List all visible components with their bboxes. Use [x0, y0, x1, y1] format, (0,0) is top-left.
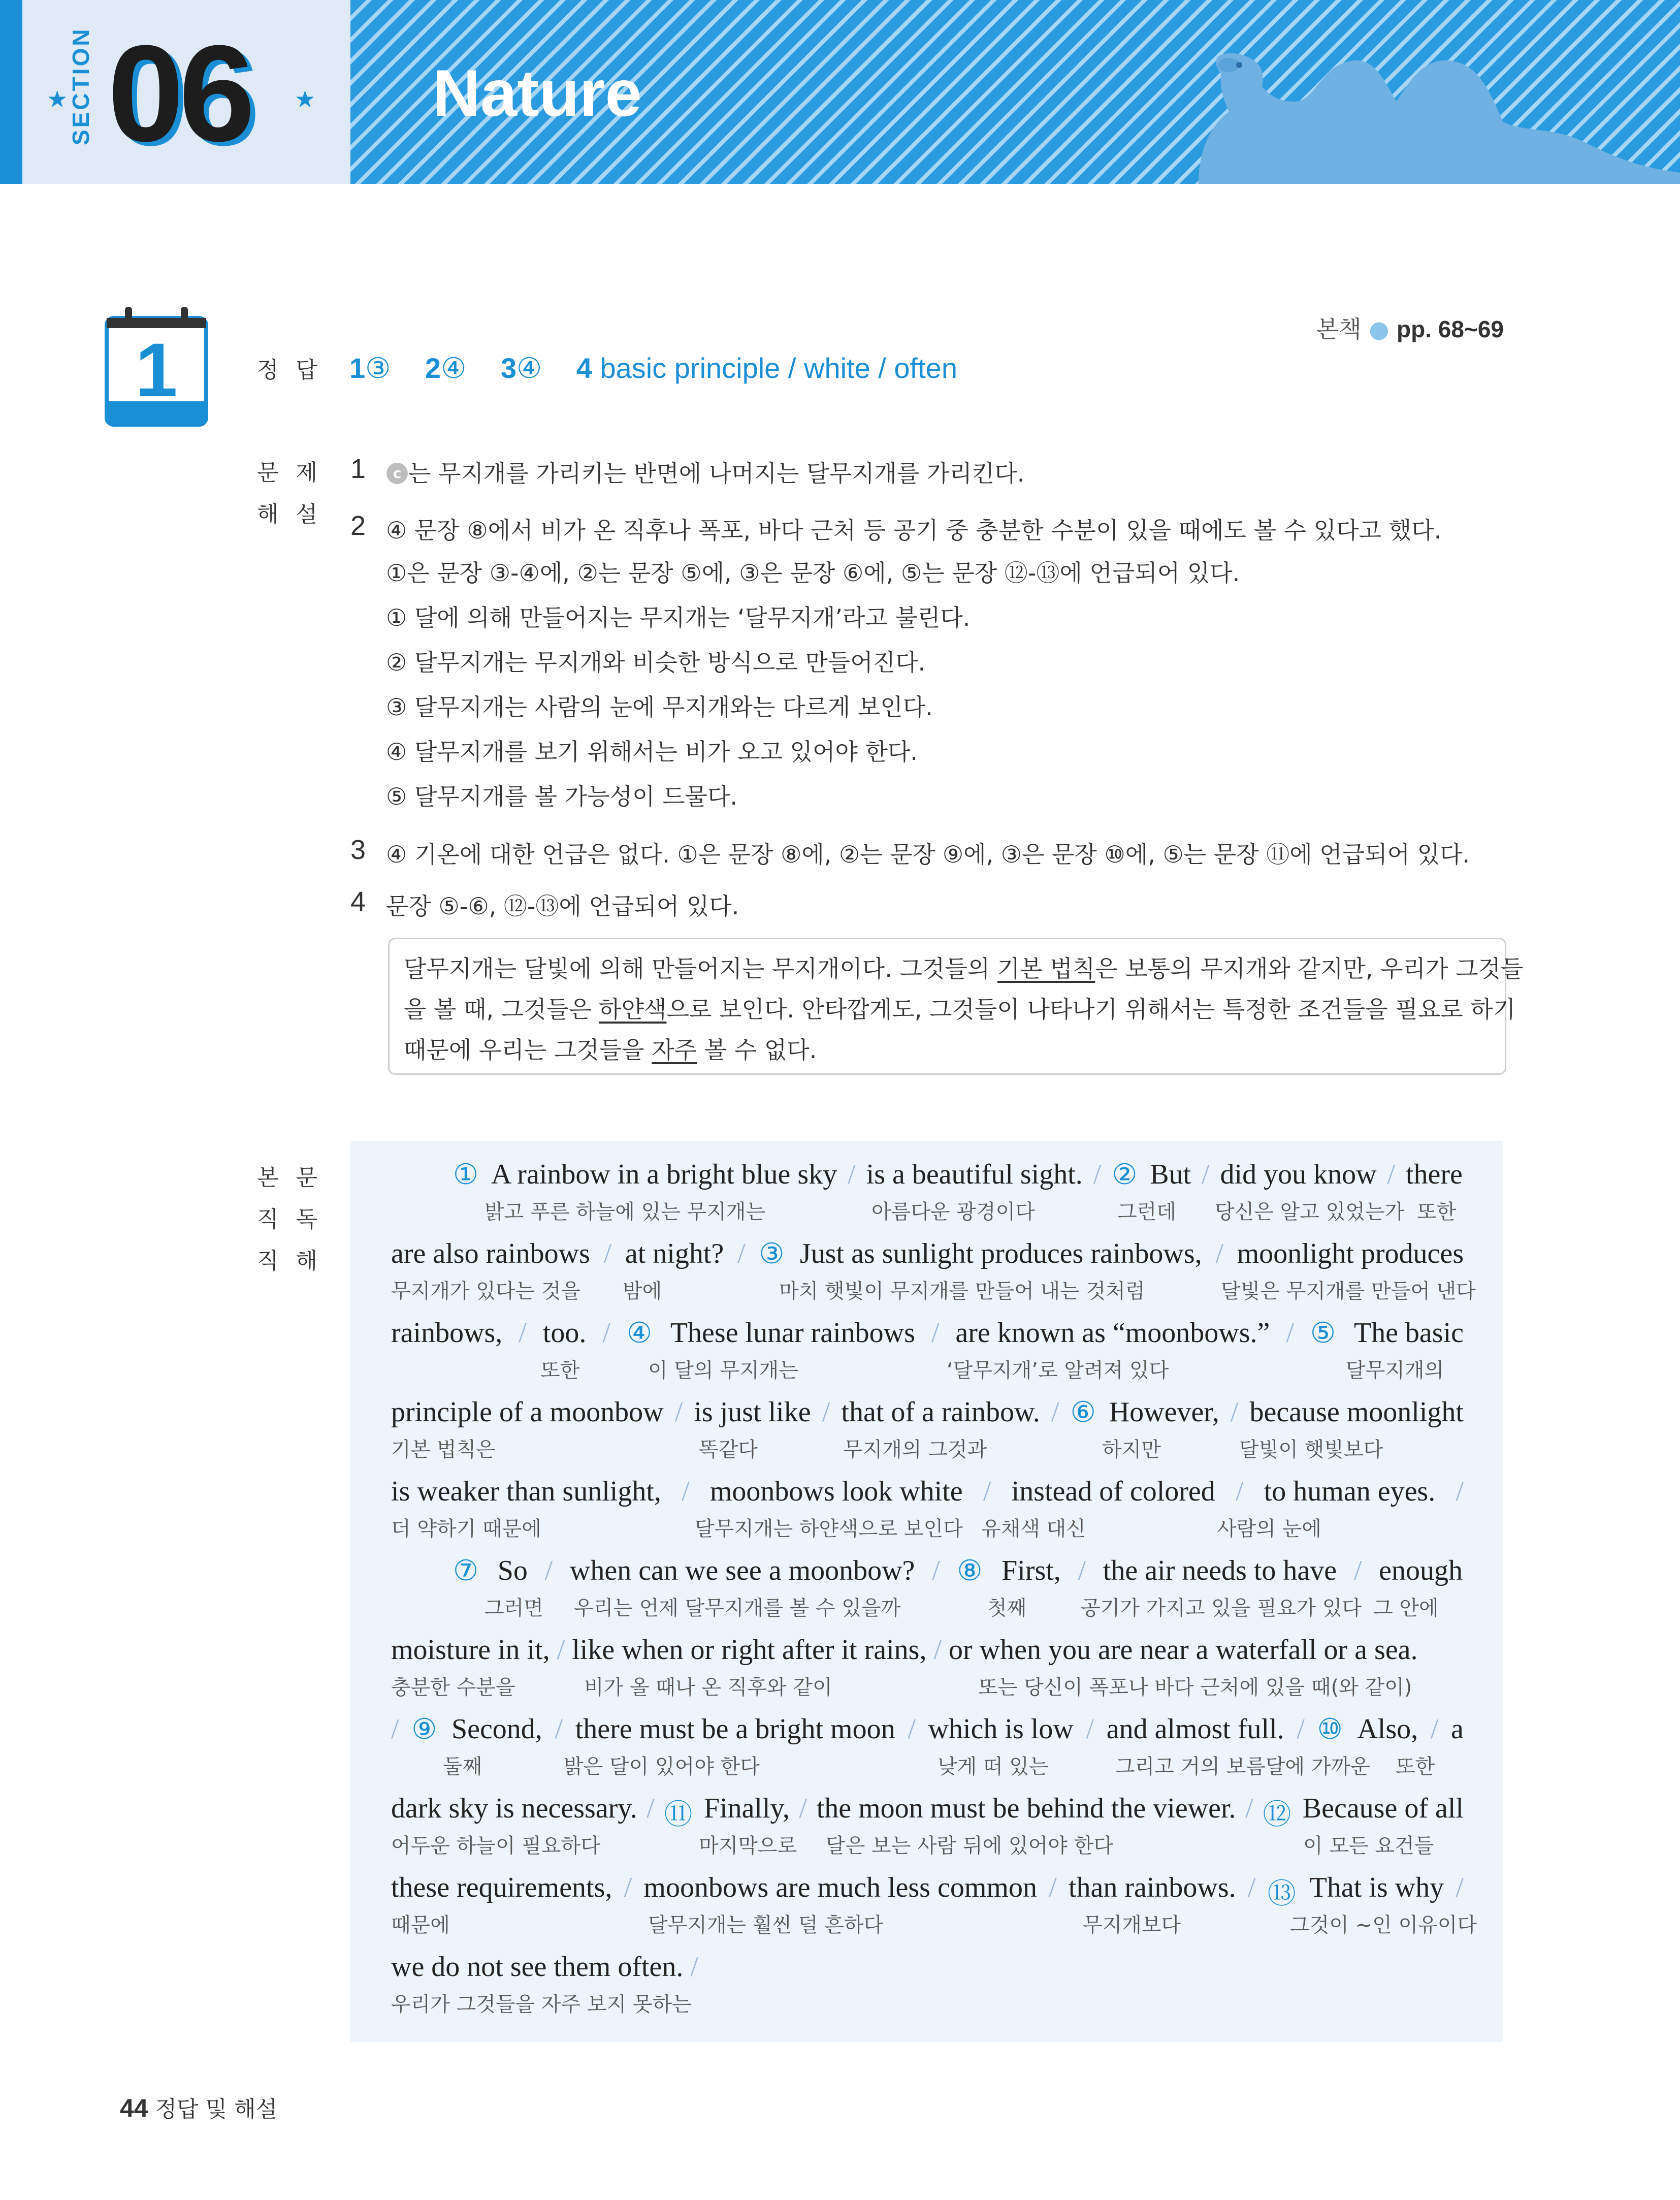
sentence-number: ⑧ [957, 1554, 992, 1587]
korean-gloss: 더 약하기 때문에 [391, 1517, 541, 1541]
english-chunk: because moonlight [1249, 1396, 1464, 1428]
english-line [453, 1158, 1463, 1191]
english-line [453, 1554, 1463, 1587]
korean-gloss: 어두운 하늘이 필요하다 [391, 1834, 600, 1858]
sentence-number: ① [453, 1158, 488, 1191]
korean-gloss: 그러면 [484, 1597, 543, 1620]
english-line [391, 1871, 1464, 1912]
korean-gloss: 달은 보는 사람 뒤에 있어야 한다 [826, 1834, 1113, 1858]
english-chunk: Finally, [703, 1793, 797, 1824]
chunk-slash: / [544, 1555, 560, 1586]
sentence-number: ② [1112, 1158, 1147, 1191]
chunk-slash: / [848, 1159, 863, 1190]
chunk-slash: / [1245, 1793, 1261, 1824]
english-chunk: and almost full. [1106, 1713, 1291, 1745]
explanation-label: 문제해설 [257, 460, 335, 527]
english-chunk: the air needs to have [1103, 1555, 1344, 1586]
english-chunk: there [1405, 1159, 1463, 1190]
korean-gloss: 달무지개의 [1346, 1359, 1444, 1382]
korean-gloss: 때문에 [391, 1914, 450, 1937]
english-chunk: The basic [1353, 1317, 1464, 1349]
explanation-text: 문장 ⑤-⑥, ⑫-⑬에 언급되어 있다. [386, 892, 739, 920]
section-number: 06 [108, 17, 250, 170]
answer-item: 1③ [349, 352, 391, 384]
korean-gloss: 달무지개는 하얀색으로 보인다 [695, 1517, 963, 1541]
explanation-text: ② 달무지개는 무지개와 비슷한 방식으로 만들어진다. [386, 649, 926, 676]
chunk-slash: / [737, 1238, 753, 1269]
answer-list [349, 352, 984, 385]
reading-label: 본문직독직해 [257, 1165, 335, 1274]
chunk-slash: / [1430, 1713, 1446, 1745]
chunk-slash: / [690, 1951, 698, 1983]
summary-line: 달무지개는 달빛에 의해 만들어지는 무지개이다. 그것들의 기본 법칙은 보통의 무지개와 같지만, 우리가 그것들 [404, 955, 1524, 982]
english-line [391, 1713, 1464, 1746]
korean-gloss: 마치 햇빛이 무지개를 만들어 내는 것처럼 [779, 1280, 1145, 1303]
english-chunk: to human eyes. [1264, 1476, 1443, 1507]
question-number: 3 [350, 835, 366, 865]
page-number: 44 [120, 2094, 148, 2122]
korean-gloss: 또한 [540, 1359, 580, 1382]
chunk-slash: / [1049, 1872, 1064, 1903]
sentence-number: ⑩ [1317, 1713, 1352, 1746]
english-chunk: did you know [1220, 1159, 1384, 1190]
chunk-slash: / [1202, 1159, 1217, 1190]
sentence-number: ⑤ [1310, 1317, 1345, 1350]
english-chunk: These lunar rainbows [670, 1317, 922, 1349]
korean-gloss: 비가 올 때나 온 직후와 같이 [584, 1676, 832, 1699]
answer-item: 4 basic principle / white / often [576, 352, 957, 384]
chunk-slash: / [391, 1713, 406, 1745]
problem-number: 1 [135, 327, 178, 412]
korean-gloss: 무지개의 그것과 [843, 1438, 987, 1461]
sentence-number: ④ [626, 1317, 661, 1350]
korean-gloss: 그리고 거의 보름달에 가까운 [1115, 1755, 1370, 1778]
korean-gloss: 공기가 가지고 있을 필요가 있다 [1081, 1597, 1362, 1620]
english-chunk: dark sky is necessary. [391, 1793, 644, 1824]
korean-gloss: 이 모든 요건들 [1303, 1834, 1434, 1858]
english-chunk: are also rainbows [391, 1238, 597, 1269]
english-chunk: are known as “moonbows.” [955, 1317, 1277, 1349]
korean-gloss: 낮게 떠 있는 [938, 1755, 1049, 1778]
english-chunk: A rainbow in a bright blue sky [491, 1159, 845, 1190]
english-chunk: a [1451, 1713, 1464, 1745]
korean-gloss: 우리는 언제 달무지개를 볼 수 있을까 [574, 1597, 901, 1620]
book-ref-label: 본책 [1316, 315, 1362, 343]
question-number: 4 [350, 886, 366, 917]
korean-gloss: 또한 [1396, 1755, 1435, 1778]
english-chunk: these requirements, [391, 1872, 620, 1903]
korean-gloss: 그 안에 [1373, 1597, 1439, 1620]
english-chunk: instead of colored [1011, 1476, 1222, 1507]
english-chunk: However, [1109, 1396, 1226, 1428]
english-chunk: is weaker than sunlight, [391, 1476, 668, 1507]
chunk-slash: / [624, 1872, 639, 1903]
korean-gloss: 무지개보다 [1083, 1914, 1181, 1937]
chunk-slash: / [1230, 1396, 1246, 1428]
star-icon: ★ [295, 85, 316, 113]
english-chunk: there must be a bright moon [575, 1713, 902, 1745]
english-chunk: moonbows look white [709, 1476, 970, 1507]
korean-gloss: 둘째 [443, 1755, 482, 1778]
camel-illustration-icon [1168, 25, 1680, 184]
sentence-number: ⑬ [1267, 1877, 1305, 1910]
english-chunk: than rainbows. [1068, 1872, 1243, 1903]
english-chunk: Just as sunlight produces rainbows, [799, 1238, 1209, 1269]
korean-gloss: 달빛이 햇빛보다 [1239, 1438, 1383, 1461]
english-chunk: Second, [451, 1713, 550, 1745]
sentence-number: ⑫ [1263, 1798, 1301, 1831]
chunk-slash: / [1093, 1159, 1109, 1190]
summary-box [388, 938, 1524, 1075]
sentence-number: ⑪ [664, 1798, 702, 1831]
english-line [391, 1317, 1464, 1350]
chunk-slash: / [1078, 1555, 1093, 1586]
page-footer [120, 2091, 277, 2123]
chunk-slash: / [682, 1476, 697, 1507]
english-chunk: is a beautiful sight. [866, 1159, 1090, 1190]
explanation-text: ④ 기온에 대한 언급은 없다. ①은 문장 ⑧에, ②는 문장 ⑨에, ③은 문장 ⑩에, ⑤는 문장 ⑪에 언급되어 있다. [386, 841, 1470, 868]
korean-gloss: 이 달의 무지개는 [648, 1359, 798, 1382]
sentence-number: ③ [759, 1237, 794, 1270]
explanation-text: ① 달에 의해 만들어지는 무지개는 ‘달무지개’라고 불린다. [386, 604, 971, 631]
korean-gloss: 밝고 푸른 하늘에 있는 무지개는 [484, 1200, 766, 1224]
problem-number-badge [105, 305, 208, 427]
section-title: Nature [433, 56, 642, 130]
english-chunk: or when you are near a waterfall or a sea. [949, 1634, 1418, 1666]
header-left-accent-bar [0, 0, 22, 184]
english-chunk: moisture in it, [391, 1634, 557, 1666]
english-line [391, 1475, 1464, 1508]
chunk-slash: / [602, 1317, 618, 1349]
answer-item: 2④ [425, 352, 467, 384]
korean-gloss: 사람의 눈에 [1217, 1517, 1321, 1541]
explanation-text: ③ 달무지개는 사람의 눈에 무지개와는 다르게 보인다. [386, 693, 933, 721]
chunk-slash: / [933, 1634, 949, 1666]
korean-gloss: 달무지개는 훨씬 덜 흔하다 [648, 1914, 884, 1937]
chunk-slash: / [674, 1396, 690, 1428]
question-number: 2 [350, 511, 366, 541]
chunk-slash: / [1086, 1713, 1102, 1745]
english-chunk: the moon must be behind the viewer. [816, 1793, 1243, 1824]
korean-gloss: 무지개가 있다는 것을 [391, 1280, 581, 1303]
english-chunk: But [1150, 1159, 1199, 1190]
english-chunk: which is low [928, 1713, 1081, 1745]
english-line [391, 1951, 1464, 1983]
chunk-slash: / [983, 1476, 998, 1507]
explanation-text: ⑤ 달무지개를 볼 가능성이 드물다. [386, 783, 738, 810]
korean-gloss: ‘달무지개’로 알려져 있다 [947, 1359, 1169, 1382]
english-chunk: First, [1001, 1555, 1068, 1586]
korean-gloss: 마지막으로 [699, 1834, 797, 1858]
korean-gloss: 유채색 대신 [981, 1517, 1086, 1541]
english-chunk: rainbows, [391, 1317, 510, 1349]
korean-gloss: 달빛은 무지개를 만들어 낸다 [1221, 1280, 1476, 1303]
korean-gloss: 하지만 [1102, 1438, 1161, 1461]
summary-line: 을 볼 때, 그것들은 하얀색으로 보인다. 안타깝게도, 그것들이 나타나기 위해서는 특정한 조건들을 필요로 하기 [404, 996, 1516, 1023]
english-chunk: when can we see a moonbow? [569, 1555, 922, 1586]
svg-text:c: c [393, 465, 402, 482]
chunk-slash: / [557, 1634, 572, 1666]
chunk-slash: / [1235, 1476, 1251, 1507]
korean-gloss: 똑같다 [699, 1438, 758, 1461]
korean-gloss: 밤에 [623, 1280, 662, 1303]
korean-gloss: 충분한 수분을 [391, 1676, 515, 1699]
explanation-text: ①은 문장 ③-④에, ②는 문장 ⑤에, ③은 문장 ⑥에, ⑤는 문장 ⑫-⑬에 언급되어 있다. [386, 559, 1240, 587]
english-chunk: is just like [694, 1396, 818, 1428]
sentence-number: ⑦ [453, 1554, 488, 1587]
korean-gloss: 우리가 그것들을 자주 보지 못하는 [391, 1993, 692, 2016]
section-label: SECTION [68, 27, 94, 145]
english-chunk: principle of a moonbow [391, 1396, 671, 1428]
korean-gloss: 첫째 [987, 1597, 1027, 1620]
korean-gloss: 또한 [1417, 1200, 1457, 1224]
chunk-slash: / [822, 1396, 837, 1428]
chunk-slash: / [1051, 1396, 1067, 1428]
english-chunk: enough [1379, 1555, 1463, 1586]
chunk-slash: / [908, 1713, 923, 1745]
footer-label: 정답 및 해설 [155, 2096, 278, 2122]
chunk-slash: / [555, 1713, 570, 1745]
korean-gloss: 당신은 알고 있었는가 [1215, 1200, 1405, 1224]
korean-gloss: 그런데 [1117, 1200, 1176, 1224]
explanation-text: ④ 달무지개를 보기 위해서는 비가 오고 있어야 한다. [386, 738, 918, 766]
chunk-slash: / [603, 1238, 619, 1269]
english-chunk: Also, [1357, 1713, 1426, 1745]
english-line [391, 1634, 1464, 1666]
korean-gloss: 그것이 ~인 이유이다 [1290, 1914, 1477, 1937]
bullet-icon: ● [1369, 315, 1390, 343]
chunk-slash: / [1247, 1872, 1263, 1903]
english-chunk: at night? [625, 1238, 731, 1269]
book-page-reference [1316, 311, 1504, 344]
english-chunk: So [497, 1555, 535, 1586]
book-ref-pages: pp. 68~69 [1397, 316, 1504, 342]
question-number: 1 [350, 454, 366, 484]
english-chunk: too. [542, 1317, 594, 1349]
chunk-slash: / [1387, 1159, 1403, 1190]
english-chunk: like when or right after it rains, [572, 1634, 934, 1666]
answer-item: 3④ [500, 352, 542, 384]
explanation-text: c 는 무지개를 가리키는 반면에 나머지는 달무지개를 가리킨다. [386, 455, 1024, 489]
chunk-slash: / [1215, 1238, 1231, 1269]
english-chunk: moonlight produces [1237, 1238, 1464, 1269]
sentence-number: ⑨ [411, 1713, 446, 1746]
chunk-slash: / [931, 1317, 947, 1349]
chunk-slash: / [647, 1793, 662, 1824]
english-chunk: moonbows are much less common [643, 1872, 1044, 1903]
chunk-slash: / [1353, 1555, 1369, 1586]
english-chunk: we do not see them often. [391, 1951, 691, 1983]
chunk-slash: / [1297, 1713, 1312, 1745]
chunk-slash: / [519, 1317, 534, 1349]
korean-gloss: 기본 법칙은 [391, 1438, 496, 1461]
chunk-slash: / [1456, 1872, 1464, 1903]
chunk-slash: / [1456, 1476, 1464, 1507]
summary-line: 때문에 우리는 그것들을 자주 볼 수 없다. [404, 1036, 817, 1064]
english-chunk: that of a rainbow. [841, 1396, 1047, 1428]
english-chunk: Because of all [1302, 1793, 1464, 1824]
answer-label: 정답 [257, 357, 335, 383]
choice-c-icon [386, 462, 408, 485]
explanation-text: ④ 문장 ⑧에서 비가 온 직후나 폭포, 바다 근처 등 공기 중 충분한 수분이 있을 때에도 볼 수 있다고 했다. [386, 517, 1442, 544]
chunk-slash: / [1286, 1317, 1301, 1349]
english-line [391, 1237, 1464, 1270]
star-icon: ★ [47, 85, 68, 113]
sentence-number: ⑥ [1070, 1396, 1105, 1429]
korean-gloss: 밝은 달이 있어야 한다 [564, 1755, 760, 1778]
english-line [391, 1396, 1464, 1429]
chunk-slash: / [799, 1793, 815, 1824]
chunk-slash: / [932, 1555, 947, 1586]
korean-gloss: 아름다운 광경이다 [871, 1200, 1035, 1224]
korean-gloss: 또는 당신이 폭포나 바다 근처에 있을 때(와 같이) [978, 1676, 1412, 1699]
english-line [391, 1792, 1464, 1833]
english-chunk: That is why [1309, 1872, 1451, 1903]
